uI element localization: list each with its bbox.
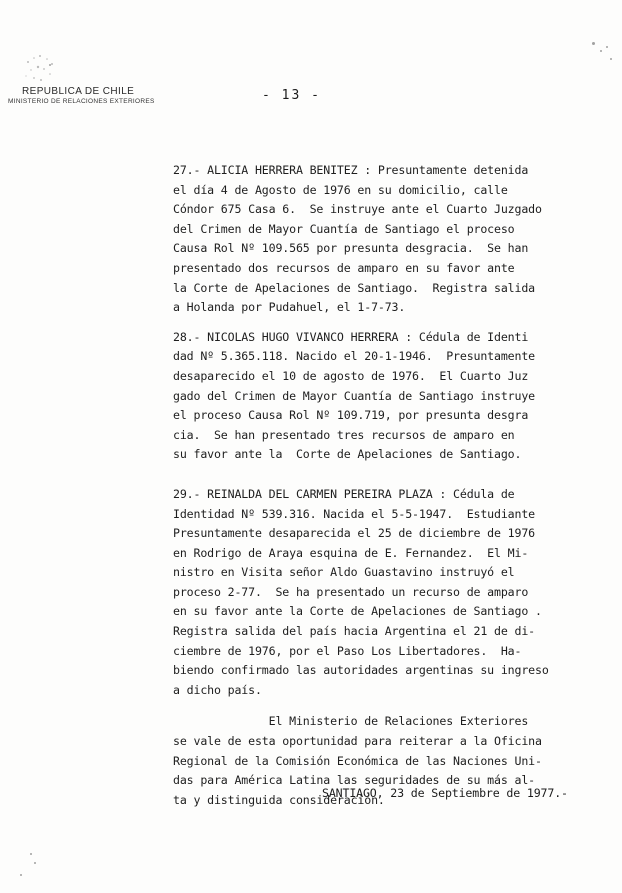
entry-line: nistro en Visita señor Aldo Guastavino instruyó el xyxy=(173,565,515,580)
entry-line: Cóndor 675 Casa 6. Se instruye ante el Cuarto Juzgado xyxy=(173,202,542,217)
entry-line: proceso 2-77. Se ha presentado un recurso de amparo xyxy=(173,584,529,599)
entry-line: a dicho país. xyxy=(173,682,262,697)
entry-line: ciembre de 1976, por el Paso Los Libertadores. Ha- xyxy=(173,643,522,658)
entry-29 xyxy=(173,485,603,701)
scan-speck xyxy=(20,874,22,876)
scan-speck xyxy=(600,50,602,52)
entry-line: en Rodrigo de Araya esquina de E. Fernandez. El Mi- xyxy=(173,545,529,560)
scan-speck xyxy=(606,46,608,48)
letterhead-country: REPUBLICA DE CHILE xyxy=(22,86,135,97)
entry-line: su favor ante la Corte de Apelaciones de Santiago. xyxy=(173,447,522,462)
entry-28 xyxy=(173,328,603,465)
scan-speck xyxy=(34,862,36,864)
entry-line: en su favor ante la Corte de Apelaciones de Santiago . xyxy=(173,604,542,619)
entry-line: a Holanda por Pudahuel, el 1-7-73. xyxy=(173,300,406,315)
scan-speck xyxy=(592,42,595,45)
entry-line: desaparecido el 10 de agosto de 1976. El Cuarto Juz xyxy=(173,368,529,383)
entry-line: Presuntamente desaparecida el 25 de diciembre de 1976 xyxy=(173,526,535,541)
page-number: - 13 - xyxy=(262,88,321,103)
entry-line: 28.- NICOLAS HUGO VIVANCO HERRERA : Cédula de Identi xyxy=(173,329,529,344)
entry-line: Registra salida del país hacia Argentina el 21 de di- xyxy=(173,624,535,639)
coat-of-arms-icon xyxy=(22,52,60,86)
scan-speck xyxy=(30,853,32,855)
entry-line: biendo confirmado las autoridades argentinas su ingreso xyxy=(173,663,549,678)
scan-speck xyxy=(610,58,612,60)
closing-line: El Ministerio de Relaciones Exteriores xyxy=(173,714,529,729)
entry-line: presentado dos recursos de amparo en su favor ante xyxy=(173,260,515,275)
document-body xyxy=(173,161,603,810)
entry-line: Causa Rol Nº 109.565 por presunta desgracia. Se han xyxy=(173,241,529,256)
closing-line: se vale de esta oportunidad para reiterar a la Oficina xyxy=(173,734,542,749)
entry-line: 27.- ALICIA HERRERA BENITEZ : Presuntamente detenida xyxy=(173,163,529,177)
letterhead-ministry: MINISTERIO DE RELACIONES EXTERIORES xyxy=(8,98,155,105)
entry-line: el proceso Causa Rol Nº 109.719, por presunta desgra xyxy=(173,408,529,423)
entry-line: 29.- REINALDA DEL CARMEN PEREIRA PLAZA : Cédula de xyxy=(173,486,515,501)
closing-line: ta y distinguida consideración. xyxy=(173,792,385,807)
entry-line: cia. Se han presentado tres recursos de amparo en xyxy=(173,427,515,442)
entry-line: la Corte de Apelaciones de Santiago. Registra salida xyxy=(173,280,535,295)
entry-line: del Crimen de Mayor Cuantía de Santiago el proceso xyxy=(173,221,515,236)
letterhead xyxy=(8,86,178,105)
entry-line: gado del Crimen de Mayor Cuantía de Santiago instruye xyxy=(173,388,535,403)
entry-line: Identidad Nº 539.316. Nacida el 5-5-1947. Estudiante xyxy=(173,506,535,521)
scan-speck xyxy=(49,64,51,66)
entry-27 xyxy=(173,161,603,318)
closing-line: Regional de la Comisión Económica de las Naciones Uni- xyxy=(173,753,542,768)
date-line: SANTIAGO, 23 de Septiembre de 1977.- xyxy=(322,786,568,800)
closing-line: das para América Latina las seguridades de su más al- xyxy=(173,773,535,788)
entry-line: el día 4 de Agosto de 1976 en su domicilio, calle xyxy=(173,182,508,197)
entry-line: dad Nº 5.365.118. Nacido el 20-1-1946. Presuntamente xyxy=(173,349,535,364)
